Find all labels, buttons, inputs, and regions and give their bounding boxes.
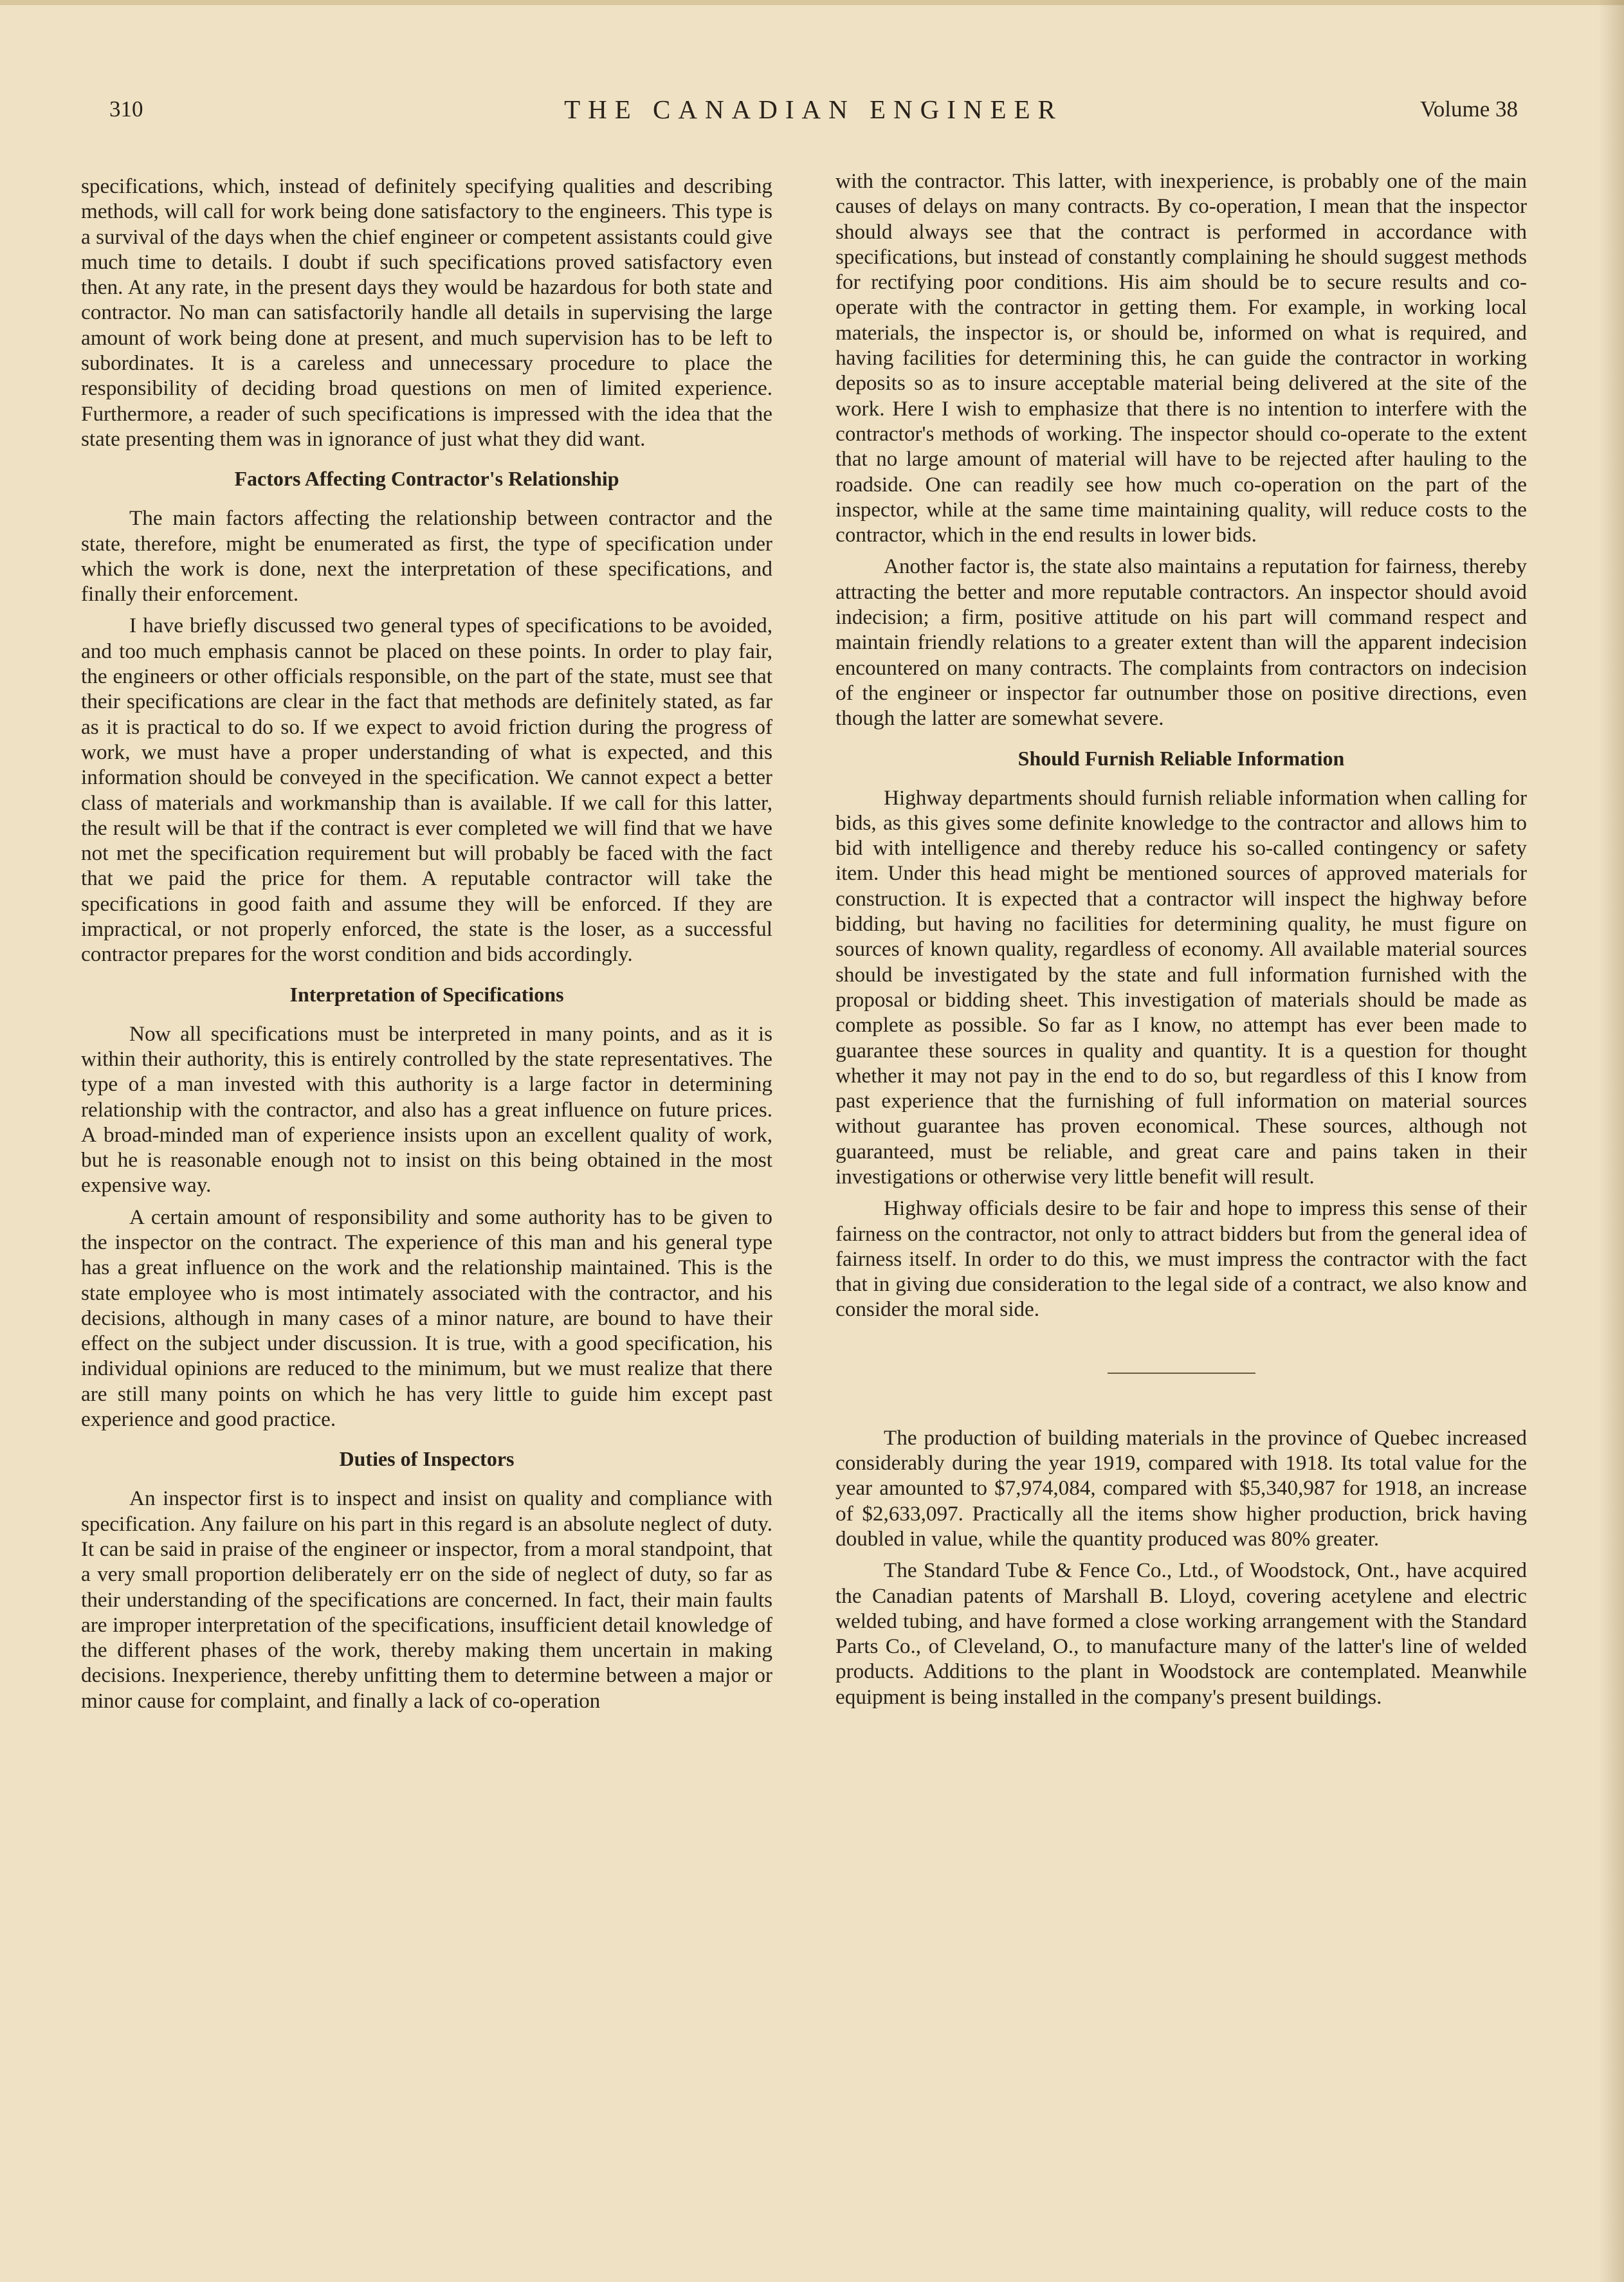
paragraph: I have briefly discussed two general types of specifications to be avoided, and too much emphasis cannot be placed on these points. In order to play fair, the engineers or other officials responsible, on the part of the state, must see that their specifications are clear in the fact that methods are definitely stated, as far as it is practical to do so. If we expect to avoid friction during the progress of work, we must have a proper understanding of what is expected, and this information should be conveyed in the specification. We cannot expect a better class of materials and workmanship than is available. If we call for this latter, the result will be that if the contract is ever completed we will find that we have not met the specification requirement but will probably be faced with the fact that we paid the price for them. A reputable contractor will take the specifications in good faith and assume they will be enforced. If they are impractical, or not properly enforced, the state is the loser, as a successful contractor prepares for the worst condition and bids accordingly.: [81, 614, 772, 967]
section-heading: Interpretation of Specifications: [289, 982, 564, 1006]
journal-title: THE CANADIAN ENGINEER: [564, 95, 1063, 124]
paragraph: Highway officials desire to be fair and hope to impress this sense of their fairness on the contractor, not only to attract bidders but from the general idea of fairness itself. In order to do this, we must impress the contractor with the fact that in giving due consideration to the legal side of a contract, we also know and consider the moral side.: [835, 1196, 1527, 1322]
section-heading: Should Furnish Reliable Information: [1017, 746, 1345, 770]
paragraph: The main factors affecting the relationship between contractor and the state, therefore, might be enumerated as first, the type of specification under which the work is done, next the interpretation of these specifications, and finally their enforcement.: [81, 506, 772, 607]
volume-label: Volume 38: [1420, 96, 1518, 122]
section-divider: [1108, 1373, 1255, 1374]
paragraph: specifications, which, instead of definitely specifying qualities and describing methods, will call for work being done satisfactory to the engineers. This type is a survival of the days when the chief engineer or competent assistants could give much time to details. I doubt if such specifications proved satisfactory even then. At any rate, in the present days they would be hazardous for both state and contractor. No man can satisfactorily handle all details in supervising the large amount of work being done at present, and much supervision has to be left to subordinates. It is a careless and unnecessary procedure to place the responsibility of deciding broad questions on men of limited experience. Furthermore, a reader of such specifications is impressed with the idea that the state presenting them was in ignorance of just what they did want.: [81, 174, 772, 451]
paragraph: Now all specifications must be interpreted in many points, and as it is within their authority, this is entirely controlled by the state representatives. The type of a man invested with this authority is a large factor in determining relationship with the contractor, and also has a great influence on future prices. A broad-minded man of experience insists upon an excellent quality of work, but he is reasonable enough not to insist on this being obtained in the most expensive way.: [81, 1021, 772, 1198]
paragraph: An inspector first is to inspect and insist on quality and compliance with specification. Any failure on his part in this regard is an absolute neglect of duty. It can be said in praise of the engineer or inspector, from a moral standpoint, that a very small proportion deliberately err on the side of neglect of duty, so far as their understanding of the specifications are concerned. In fact, their main faults are improper interpretation of the specifications, insufficient detail knowledge of the different phases of the work, thereby making them uncertain in making decisions. Inexperience, thereby unfitting them to determine between a major or minor cause for complaint, and finally a lack of co-operation: [81, 1486, 772, 1713]
paragraph: with the contractor. This latter, with inexperience, is probably one of the main causes of delays on many contracts. By co-operation, I mean that the inspector should always see that the contract is performed in accordance with specifications, but instead of constantly complaining he should suggest methods for rectifying poor conditions. His aim should be to secure results and co-operate with the contractor in getting them. For example, in working local materials, the inspector is, or should be, informed on what is required, and having facilities for determining this, he can guide the contractor in working deposits so as to insure acceptable material being delivered at the site of the work. Here I wish to emphasize that there is no intention to interfere with the contractor's methods of working. The inspector should co-operate to the extent that no large amount of material will have to be rejected after hauling to the roadside. One can readily see how much co-operation on the part of the inspector, while at the same time maintaining quality, will reduce costs to the contractor, which in the end results in lower bids.: [835, 169, 1527, 547]
page-top-edge: [0, 0, 1624, 5]
page-binding-shadow: [1598, 0, 1624, 2282]
page-number: 310: [109, 96, 143, 122]
paragraph: A certain amount of responsibility and some authority has to be given to the inspector on the contract. The experience of this man and his general type has a great influence on the work and the relationship maintained. This is the state employee who is most intimately associated with the contractor, and his decisions, although in many cases of a minor nature, are bound to have their effect on the subject under discussion. It is true, with a good specification, his individual opinions are reduced to the minimum, but we must realize that there are still many points on which he has very little to guide him except past experience and good practice.: [81, 1205, 772, 1432]
page-header: [109, 90, 1518, 129]
section-heading: Factors Affecting Contractor's Relationship: [234, 467, 619, 491]
news-item: The production of building materials in the province of Quebec increased considerably during the year 1919, compared with 1918. Its total value for the year amounted to $7,974,084, compared with $5,340,987 for 1918, an increase of $2,633,097. Practically all the items show higher production, brick having doubled in value, while the quantity produced was 80% greater.: [835, 1425, 1527, 1551]
section-heading: Duties of Inspectors: [339, 1447, 515, 1471]
news-item: The Standard Tube & Fence Co., Ltd., of Woodstock, Ont., have acquired the Canadian patents of Marshall B. Lloyd, covering acetylene and electric welded tubing, and have formed a close working arrangement with the Standard Parts Co., of Cleveland, O., to manufacture many of the latter's line of welded products. Additions to the plant in Woodstock are contemplated. Meanwhile equipment is being installed in the company's present buildings.: [835, 1558, 1527, 1709]
left-column: [81, 174, 772, 1720]
right-column: [835, 169, 1527, 1716]
paragraph: Highway departments should furnish reliable information when calling for bids, as this gives some definite knowledge to the contractor and allows him to bid with intelligence and thereby reduce his so-called contingency or safety item. Under this head might be mentioned sources of approved materials for construction. It is expected that a contractor will inspect the highway before bidding, but having no facilities for determining quality, he must figure on sources of known quality, regardless of economy. All available material sources should be investigated by the state and full information furnished with the proposal or bidding sheet. This investigation of materials should be made as complete as possible. So far as I know, no attempt has ever been made to guarantee these sources in quality and quantity. It is a question for thought whether it may not pay in the end to do so, but regardless of this I know from past experience that the furnishing of full information on material sources without guarantee has proven economical. These sources, although not guaranteed, must be reliable, and great care and pains taken in their investigations or otherwise very little benefit will result.: [835, 785, 1527, 1189]
paragraph: Another factor is, the state also maintains a reputation for fairness, thereby attracting the better and more reputable contractors. An inspector should avoid indecision; a firm, positive attitude on his part will command respect and maintain friendly relations to a greater extent than will the apparent indecision encountered on many contracts. The complaints from contractors on indecision of the engineer or inspector far outnumber those on positive directions, even though the latter are somewhat severe.: [835, 554, 1527, 731]
